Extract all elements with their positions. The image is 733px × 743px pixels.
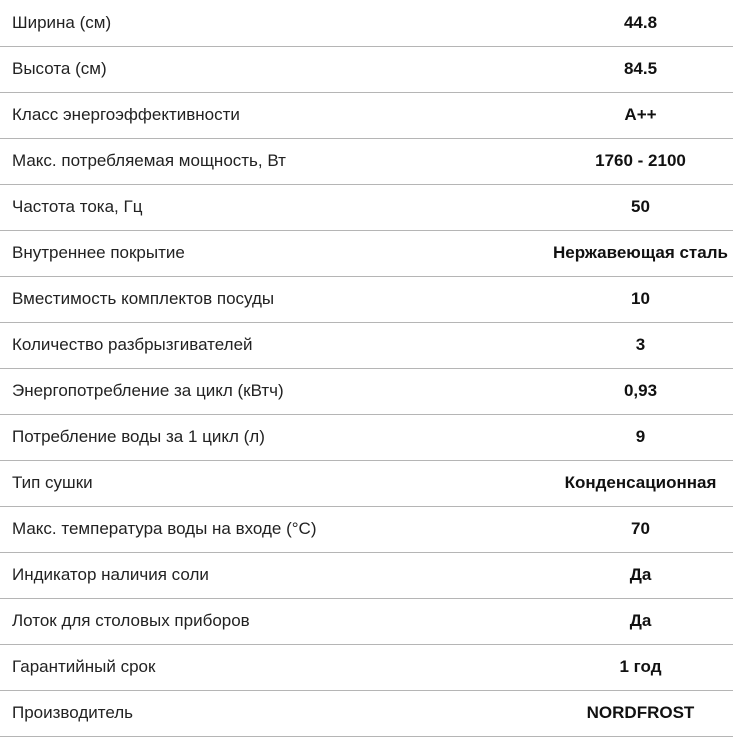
- spec-row-salt-indicator: [0, 552, 733, 598]
- spec-value: Да: [629, 565, 652, 584]
- spec-label: Частота тока, Гц: [12, 197, 143, 216]
- spec-label: Макс. потребляемая мощность, Вт: [12, 151, 286, 170]
- spec-row-max-power: [0, 138, 733, 184]
- spec-row-drying-type: [0, 460, 733, 506]
- spec-value: 1760 - 2100: [595, 151, 686, 170]
- spec-row-frequency: [0, 184, 733, 230]
- spec-value: Нержавеющая сталь: [553, 243, 728, 262]
- spec-label: Макс. температура воды на входе (°C): [12, 519, 317, 538]
- spec-value: 84.5: [623, 59, 658, 78]
- spec-value: 9: [635, 427, 646, 446]
- spec-value: NORDFROST: [586, 703, 695, 722]
- spec-label: Вместимость комплектов посуды: [12, 289, 275, 308]
- spec-value: 50: [631, 197, 650, 216]
- spec-value: Конденсационная: [564, 473, 717, 492]
- spec-value: 1 год: [619, 657, 662, 676]
- spec-label: Высота (см): [12, 59, 107, 78]
- spec-label: Лоток для столовых приборов: [12, 611, 250, 630]
- spec-label: Гарантийный срок: [12, 657, 156, 676]
- spec-value: 10: [631, 289, 650, 308]
- spec-label: Тип сушки: [12, 473, 93, 492]
- spec-label: Производитель: [12, 703, 134, 722]
- spec-row-cutlery-tray: [0, 598, 733, 644]
- spec-label: Индикатор наличия соли: [12, 565, 209, 584]
- spec-row-width: [0, 0, 733, 46]
- spec-label: Ширина (см): [12, 12, 112, 32]
- spec-value: A++: [624, 105, 657, 124]
- spec-row-capacity: [0, 276, 733, 322]
- spec-label: Энергопотребление за цикл (кВтч): [12, 381, 284, 400]
- spec-row-energy-per-cycle: [0, 368, 733, 414]
- spec-row-energy-class: [0, 92, 733, 138]
- spec-row-max-water-temp: [0, 506, 733, 552]
- spec-row-water-per-cycle: [0, 414, 733, 460]
- spec-value: 70: [631, 519, 650, 538]
- spec-row-manufacturer: [0, 690, 733, 736]
- spec-value: 0,93: [623, 381, 658, 400]
- spec-value: Да: [629, 611, 652, 630]
- spec-row-height: [0, 46, 733, 92]
- spec-row-warranty: [0, 644, 733, 690]
- spec-value: 3: [635, 335, 646, 354]
- spec-value: 44.8: [623, 12, 658, 32]
- spec-label: Потребление воды за 1 цикл (л): [12, 427, 265, 446]
- spec-row-inner-coating: [0, 230, 733, 276]
- spec-label: Количество разбрызгивателей: [12, 335, 253, 354]
- spec-row-sprayers: [0, 322, 733, 368]
- spec-label: Внутреннее покрытие: [12, 243, 185, 262]
- spec-label: Класс энергоэффективности: [12, 105, 240, 124]
